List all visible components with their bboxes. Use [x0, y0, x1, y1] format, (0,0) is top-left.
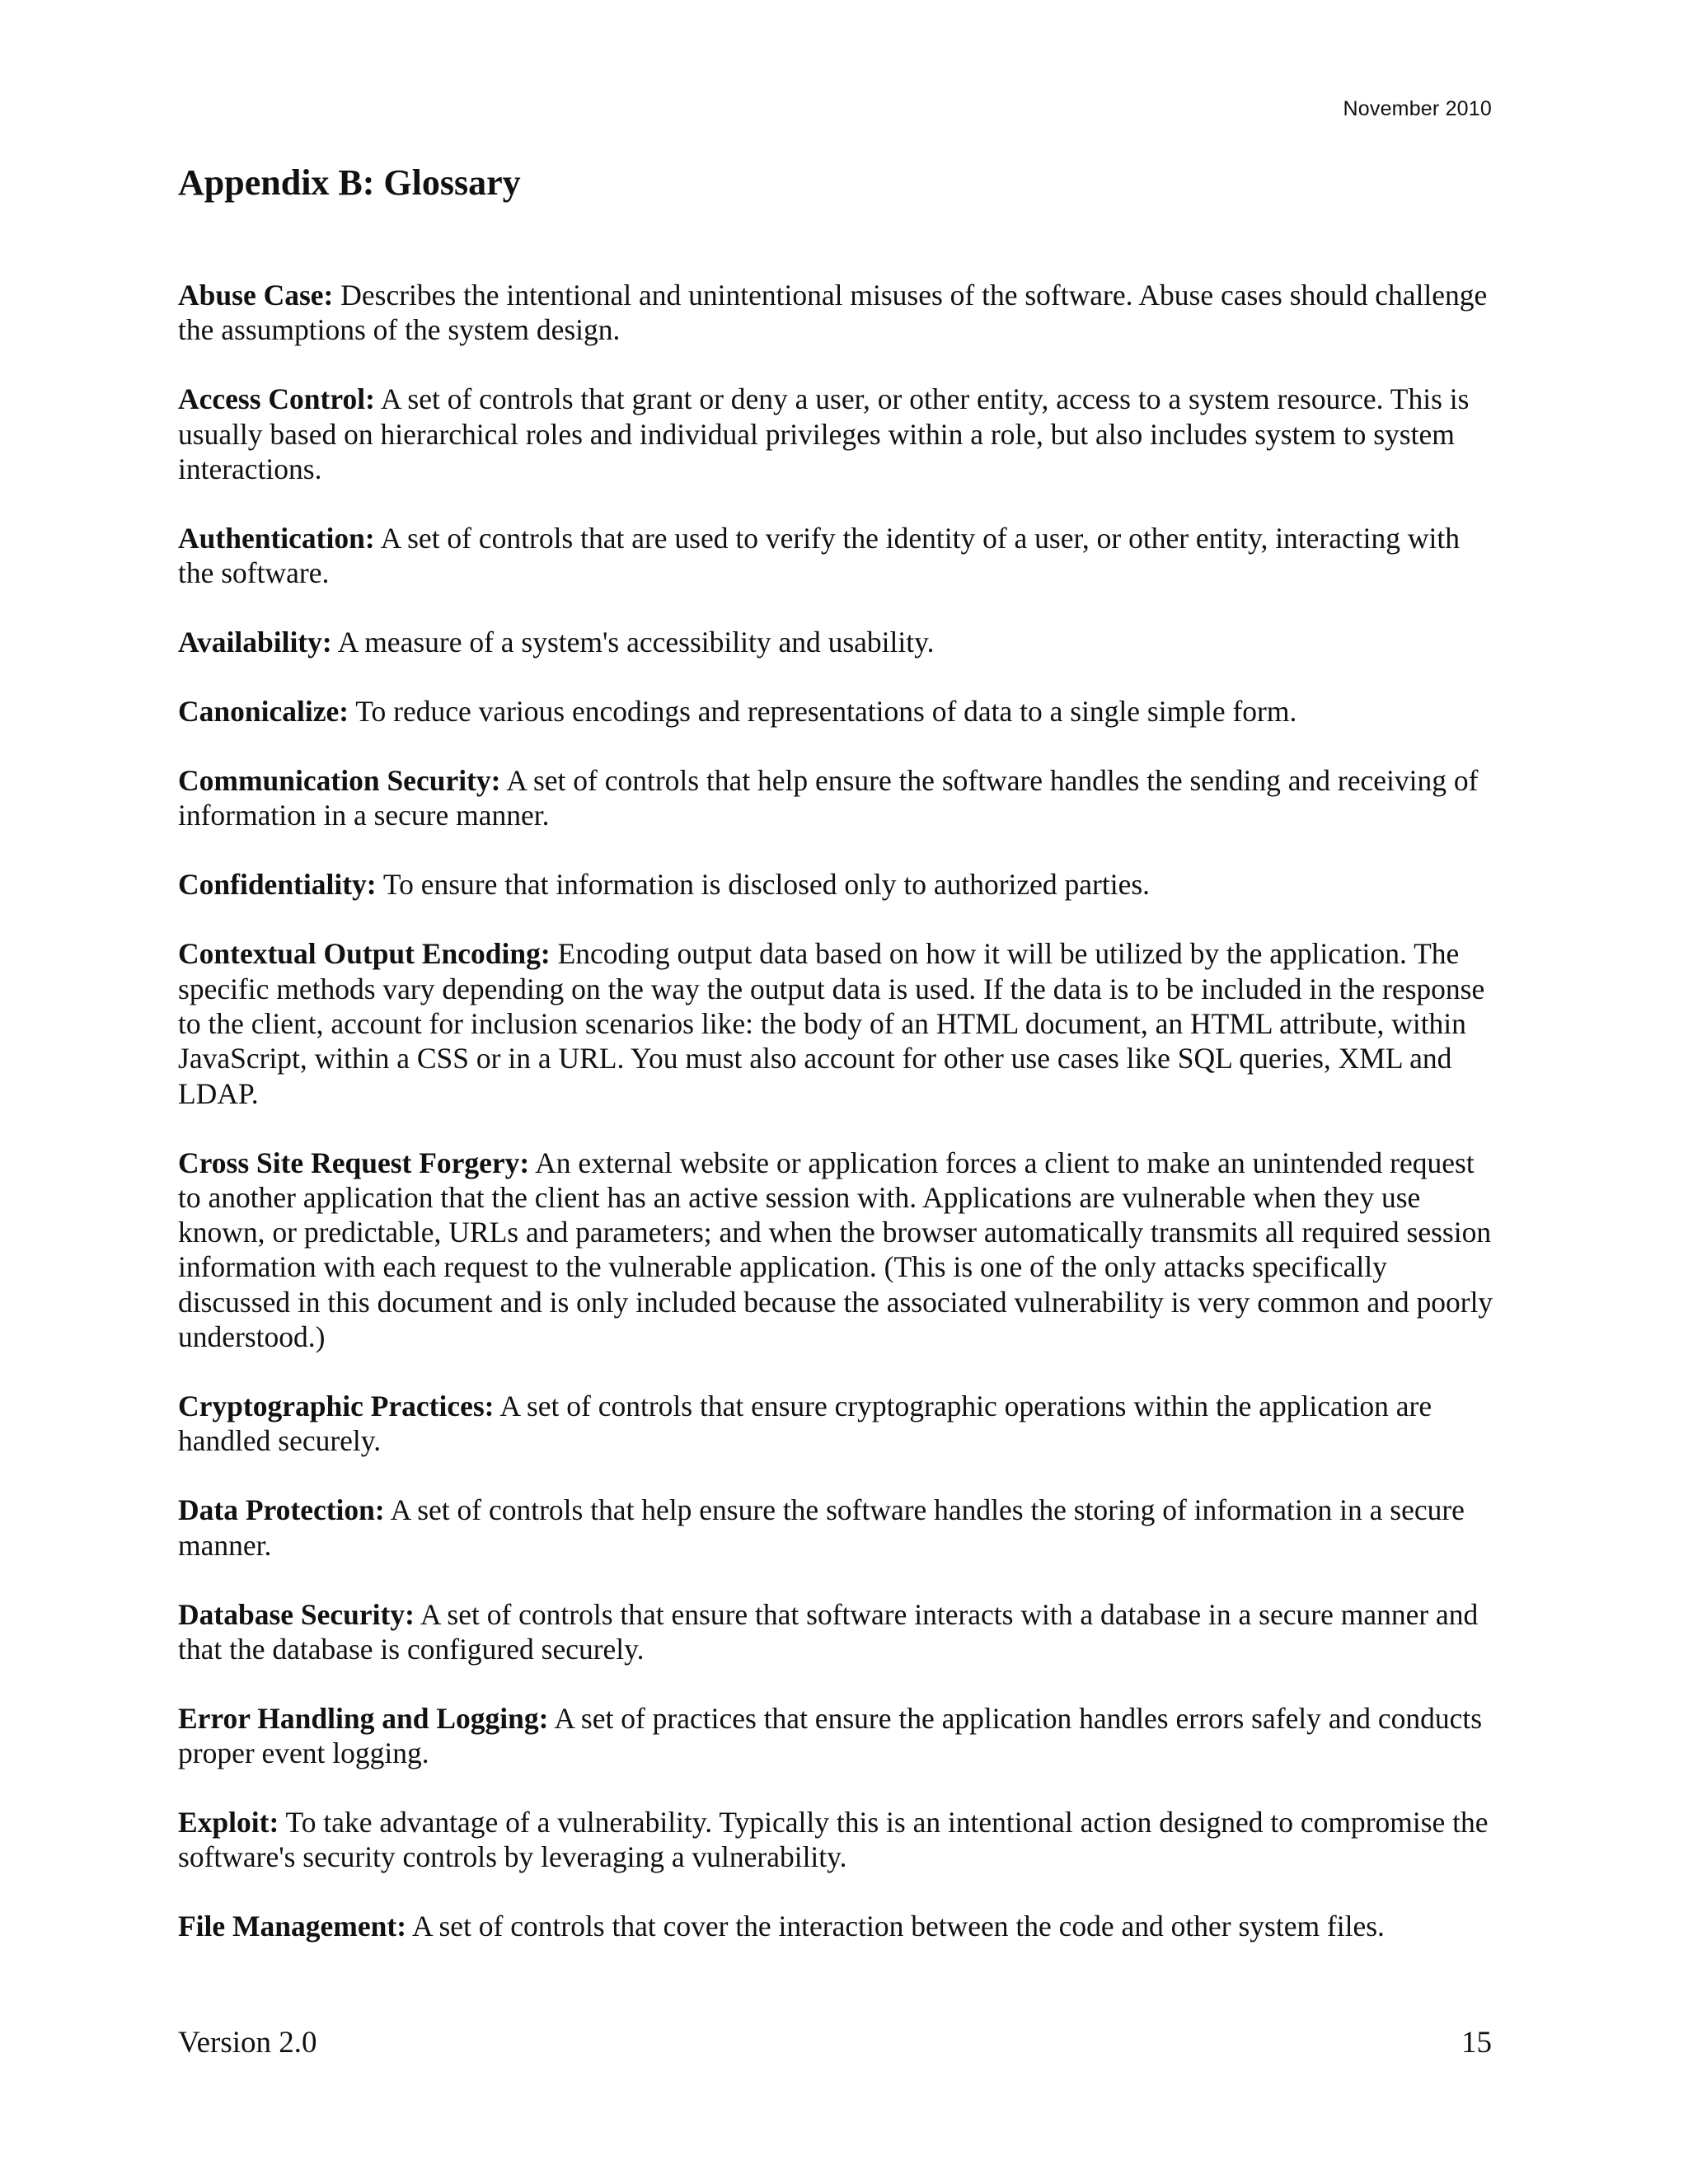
glossary-definition: A set of controls that grant or deny a user, or other entity, access to a system resource. This is usually based on hierarchical roles and individual privileges within a role, but also includes system to system interactions. [178, 382, 1470, 485]
glossary-entry-abuse-case [178, 278, 1497, 348]
glossary-term: Canonicalize: [178, 695, 349, 729]
glossary-term: Cross Site Request Forgery: [178, 1146, 530, 1179]
glossary-term: Cryptographic Practices: [178, 1390, 495, 1423]
glossary-entry-communication-security [178, 763, 1497, 833]
glossary-term: Availability: [178, 626, 332, 659]
glossary-entry-exploit [178, 1805, 1497, 1875]
glossary-entry-confidentiality [178, 867, 1497, 902]
glossary-term: Abuse Case: [178, 279, 334, 312]
glossary-definition: An external website or application forces a client to make an unintended request to another application that the client has an active session with. Applications are vulnerable when they use known, or predictable, URLs and parameters; and when the browser automatically transmits all required session information with each request to the vulnerable application. (This is one of the only attacks specifically discussed in this document and is only included because the associated vulnerability is very common and poorly understood.) [178, 1146, 1493, 1354]
glossary-term: Communication Security: [178, 764, 501, 798]
glossary-entry-data-protection [178, 1493, 1497, 1563]
header-date: November 2010 [1343, 97, 1492, 120]
glossary-definition: A set of controls that cover the interaction between the code and other system files. [411, 1910, 1385, 1943]
glossary-entry-error-handling-and-logging [178, 1701, 1497, 1771]
glossary-entry-access-control [178, 382, 1497, 486]
glossary-definition: A set of controls that are used to verify the identity of a user, or other entity, interacting with the software. [178, 521, 1460, 590]
glossary-term: Confidentiality: [178, 868, 377, 902]
glossary-definition: Encoding output data based on how it will be utilized by the application. The specific methods vary depending on the way the output data is used. If the data is to be included in the response to the client, account for inclusion scenarios like: the body of an HTML document, an HTML attribute, within JavaScript, within a CSS or in a URL. You must also account for other use cases like SQL queries, XML and LDAP. [178, 937, 1485, 1110]
glossary-term: Access Control: [178, 382, 375, 416]
glossary-definition: To reduce various encodings and representations of data to a single simple form. [355, 695, 1297, 729]
glossary-definition: To take advantage of a vulnerability. Typically this is an intentional action designed to compromise the software's security controls by leveraging a vulnerability. [178, 1806, 1489, 1874]
glossary-entry-contextual-output-encoding [178, 936, 1497, 1110]
glossary-definition: A measure of a system's accessibility and usability. [337, 626, 935, 659]
glossary-definition: A set of controls that ensure that software interacts with a database in a secure manner and that the database is configured securely. [178, 1597, 1479, 1666]
glossary-definition: Describes the intentional and unintentional misuses of the software. Abuse cases should challenge the assumptions of the system design. [178, 279, 1488, 347]
glossary-definition: A set of controls that help ensure the software handles the sending and receiving of information in a secure manner. [178, 764, 1479, 832]
glossary-entry-database-security [178, 1597, 1497, 1667]
glossary-definition: A set of controls that ensure cryptographic operations within the application are handled securely. [178, 1390, 1432, 1458]
page-title: Appendix B: Glossary [178, 162, 521, 203]
glossary-entry-file-management [178, 1909, 1497, 1943]
glossary-entry-cryptographic-practices [178, 1389, 1497, 1459]
glossary-entry-availability [178, 625, 1497, 659]
glossary-definition: A set of controls that help ensure the software handles the storing of information in a secure manner. [178, 1493, 1465, 1562]
glossary-list [178, 278, 1497, 1978]
glossary-entry-cross-site-request-forgery [178, 1146, 1497, 1355]
footer-page-number: 15 [1461, 2026, 1492, 2060]
glossary-entry-authentication [178, 521, 1497, 591]
glossary-term: Authentication: [178, 521, 375, 555]
footer-version: Version 2.0 [178, 2026, 317, 2060]
glossary-entry-canonicalize [178, 694, 1497, 729]
glossary-term: Exploit: [178, 1806, 279, 1840]
glossary-term: Data Protection: [178, 1493, 385, 1527]
glossary-term: Contextual Output Encoding: [178, 937, 551, 971]
glossary-term: Database Security: [178, 1597, 415, 1631]
glossary-definition: A set of practices that ensure the application handles errors safely and conducts proper event logging. [178, 1701, 1483, 1770]
glossary-term: Error Handling and Logging: [178, 1701, 549, 1735]
glossary-term: File Management: [178, 1910, 407, 1943]
glossary-definition: To ensure that information is disclosed only to authorized parties. [382, 868, 1151, 902]
